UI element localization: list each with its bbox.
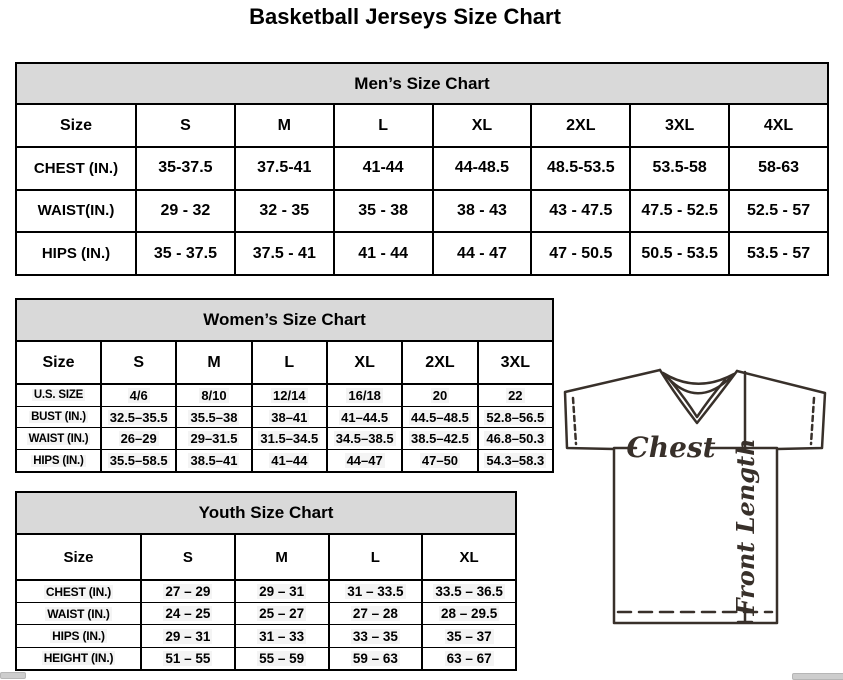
mens-column-header-l: L [334, 104, 433, 147]
youth-table-row [16, 603, 516, 625]
mens-column-header-2xl: 2XL [531, 104, 630, 147]
chest-label: Chest [626, 431, 716, 464]
youth-cell: 63 – 67 [422, 647, 516, 670]
front-length-label: Front Length [731, 438, 760, 616]
mens-cell: 41 - 44 [334, 232, 433, 275]
womens-size-chart-table [15, 298, 554, 473]
womens-table-row [16, 428, 553, 450]
youth-size-chart-table [15, 491, 517, 671]
womens-cell: 44–47 [327, 450, 402, 472]
mens-row-label: CHEST (IN.) [16, 147, 136, 190]
youth-row-label: WAIST (IN.) [16, 603, 141, 625]
mens-cell: 43 - 47.5 [531, 190, 630, 233]
youth-cell: 27 – 29 [141, 580, 235, 603]
mens-cell: 37.5-41 [235, 147, 334, 190]
youth-row-label: CHEST (IN.) [16, 580, 141, 603]
mens-size-chart-table [15, 62, 829, 276]
youth-table-row [16, 625, 516, 647]
womens-size-corner-label: Size [16, 341, 101, 384]
womens-cell: 41–44 [252, 450, 327, 472]
mens-cell: 41-44 [334, 147, 433, 190]
womens-row-label: BUST (IN.) [16, 406, 101, 428]
womens-column-header-3xl: 3XL [478, 341, 553, 384]
mens-cell: 47 - 50.5 [531, 232, 630, 275]
womens-cell: 35.5–58.5 [101, 450, 176, 472]
womens-cell: 52.8–56.5 [478, 406, 553, 428]
womens-table-row [16, 450, 553, 472]
mens-cell: 48.5-53.5 [531, 147, 630, 190]
womens-column-header-s: S [101, 341, 176, 384]
womens-column-header-2xl: 2XL [402, 341, 477, 384]
womens-row-label: U.S. SIZE [16, 384, 101, 406]
womens-cell: 29–31.5 [176, 428, 251, 450]
womens-row-label: HIPS (IN.) [16, 450, 101, 472]
jersey-outline-group [565, 370, 825, 623]
youth-table-title: Youth Size Chart [16, 492, 516, 534]
youth-column-header-s: S [141, 534, 235, 580]
mens-column-header-4xl: 4XL [729, 104, 828, 147]
womens-cell: 8/10 [176, 384, 251, 406]
womens-cell: 54.3–58.3 [478, 450, 553, 472]
youth-cell: 29 – 31 [235, 580, 329, 603]
youth-cell: 59 – 63 [329, 647, 423, 670]
youth-column-header-l: L [329, 534, 423, 580]
youth-cell: 35 – 37 [422, 625, 516, 647]
page-title: Basketball Jerseys Size Chart [249, 4, 561, 29]
mens-cell: 44-48.5 [433, 147, 532, 190]
womens-cell: 4/6 [101, 384, 176, 406]
youth-size-corner-label: Size [16, 534, 141, 580]
womens-cell: 38–41 [252, 406, 327, 428]
youth-cell: 29 – 31 [141, 625, 235, 647]
youth-cell: 24 – 25 [141, 603, 235, 625]
mens-cell: 53.5 - 57 [729, 232, 828, 275]
womens-column-header-xl: XL [327, 341, 402, 384]
mens-row-label: HIPS (IN.) [16, 232, 136, 275]
womens-cell: 34.5–38.5 [327, 428, 402, 450]
youth-cell: 51 – 55 [141, 647, 235, 670]
youth-cell: 33.5 – 36.5 [422, 580, 516, 603]
womens-cell: 47–50 [402, 450, 477, 472]
jersey-body-outline [565, 370, 825, 623]
youth-table-row [16, 647, 516, 670]
mens-size-corner-label: Size [16, 104, 136, 147]
womens-cell: 16/18 [327, 384, 402, 406]
womens-row-label: WAIST (IN.) [16, 428, 101, 450]
womens-table-row [16, 384, 553, 406]
youth-row-label: HIPS (IN.) [16, 625, 141, 647]
mens-cell: 29 - 32 [136, 190, 235, 233]
youth-cell: 55 – 59 [235, 647, 329, 670]
womens-cell: 26–29 [101, 428, 176, 450]
youth-cell: 27 – 28 [329, 603, 423, 625]
left-cuff-dashed-line [573, 398, 576, 444]
womens-cell: 38.5–41 [176, 450, 251, 472]
mens-cell: 38 - 43 [433, 190, 532, 233]
womens-column-header-l: L [252, 341, 327, 384]
mens-table-row [16, 232, 828, 275]
jersey-diagram-svg [556, 360, 840, 662]
womens-cell: 35.5–38 [176, 406, 251, 428]
youth-cell: 33 – 35 [329, 625, 423, 647]
mens-cell: 50.5 - 53.5 [630, 232, 729, 275]
youth-row-label: HEIGHT (IN.) [16, 647, 141, 670]
mens-cell: 58-63 [729, 147, 828, 190]
youth-cell: 31 – 33 [235, 625, 329, 647]
mens-cell: 52.5 - 57 [729, 190, 828, 233]
mens-column-header-s: S [136, 104, 235, 147]
mens-cell: 53.5-58 [630, 147, 729, 190]
mens-table-title: Men’s Size Chart [16, 63, 828, 104]
womens-cell: 12/14 [252, 384, 327, 406]
youth-cell: 25 – 27 [235, 603, 329, 625]
womens-cell: 20 [402, 384, 477, 406]
womens-cell: 46.8–50.3 [478, 428, 553, 450]
youth-cell: 31 – 33.5 [329, 580, 423, 603]
mens-row-label: WAIST(IN.) [16, 190, 136, 233]
womens-column-header-m: M [176, 341, 251, 384]
womens-cell: 38.5–42.5 [402, 428, 477, 450]
womens-cell: 22 [478, 384, 553, 406]
youth-table-row [16, 580, 516, 603]
mens-table-row [16, 190, 828, 233]
mens-table-row [16, 147, 828, 190]
youth-column-header-xl: XL [422, 534, 516, 580]
womens-cell: 41–44.5 [327, 406, 402, 428]
womens-table-row [16, 406, 553, 428]
mens-cell: 47.5 - 52.5 [630, 190, 729, 233]
mens-cell: 37.5 - 41 [235, 232, 334, 275]
youth-cell: 28 – 29.5 [422, 603, 516, 625]
mens-cell: 35 - 38 [334, 190, 433, 233]
youth-column-header-m: M [235, 534, 329, 580]
right-cuff-dashed-line [811, 398, 814, 444]
womens-cell: 32.5–35.5 [101, 406, 176, 428]
mens-cell: 35-37.5 [136, 147, 235, 190]
mens-column-header-3xl: 3XL [630, 104, 729, 147]
mens-column-header-xl: XL [433, 104, 532, 147]
womens-cell: 44.5–48.5 [402, 406, 477, 428]
hscrollbar-thumb-left[interactable] [0, 672, 26, 679]
mens-cell: 32 - 35 [235, 190, 334, 233]
jersey-measurement-diagram [556, 360, 840, 662]
womens-cell: 31.5–34.5 [252, 428, 327, 450]
womens-table-title: Women’s Size Chart [16, 299, 553, 341]
mens-cell: 35 - 37.5 [136, 232, 235, 275]
mens-column-header-m: M [235, 104, 334, 147]
mens-cell: 44 - 47 [433, 232, 532, 275]
